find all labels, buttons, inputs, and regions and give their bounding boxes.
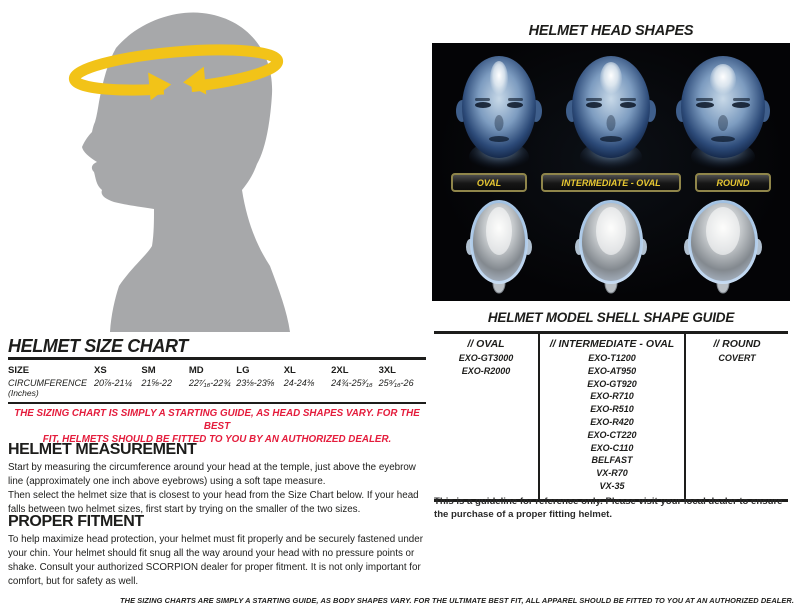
circumference-label-units: (Inches) (8, 388, 39, 398)
size-col-lg: LG (236, 365, 250, 376)
size-col-3xl: 3XL (378, 365, 396, 376)
shell-model: EXO-GT3000 (458, 353, 514, 363)
head-silhouette-icon (46, 6, 350, 332)
shell-model: COVERT (718, 353, 756, 363)
shell-model: EXO-GT920 (587, 378, 637, 389)
head-shapes-title: HELMET HEAD SHAPES (528, 23, 694, 39)
size-value-lg: 23⅛-23⅝ (236, 378, 275, 388)
shell-col-intermediate-header: // INTERMEDIATE - OVAL (549, 338, 675, 350)
shell-model: VX-R70 (596, 468, 628, 479)
label-round: ROUND (695, 173, 771, 192)
measurement-section-title: HELMET MEASUREMENT (8, 441, 197, 458)
size-value-2xl: 24¾-25³⁄₁₆ (331, 378, 373, 388)
head-shapes-panel (432, 43, 790, 301)
label-oval: OVAL (451, 173, 527, 192)
size-chart-table (8, 363, 426, 404)
size-value-md: 22⁷⁄₁₆-22¾ (188, 378, 231, 388)
shell-model: EXO-C110 (590, 442, 634, 453)
size-header-cell: SIZE (8, 365, 30, 376)
size-chart-rule (8, 357, 426, 360)
size-col-xs: XS (94, 365, 107, 376)
label-intermediate-oval: INTERMEDIATE - OVAL (541, 173, 681, 192)
size-chart-title: HELMET SIZE CHART (8, 336, 188, 356)
shell-col-round-header: // ROUND (713, 338, 761, 350)
shell-model: EXO-R510 (590, 404, 634, 415)
topview-oval-icon (466, 200, 532, 293)
shell-model: EXO-R2000 (461, 365, 511, 376)
face-oval-icon (456, 56, 542, 171)
shell-model: EXO-R420 (590, 416, 634, 427)
head-shape-faces-row (432, 47, 790, 171)
shell-col-round (684, 334, 788, 499)
size-chart-header-row (8, 363, 426, 377)
head-shape-topviews-row (432, 195, 790, 299)
face-round-icon (676, 56, 770, 171)
shell-model: EXO-AT950 (587, 365, 637, 376)
sizing-warning-line1: THE SIZING CHART IS SIMPLY A STARTING GUIDE, AS HEAD SHAPES VARY. FOR THE BEST (14, 408, 420, 432)
fitment-section-text: To help maximize head protection, your helmet must fit properly and be securely fastened under your chin. Your helmet should fit snug all the way around your head with no pressure points or shake. Consult your authorized SCORPION dealer for proper fitment. It is not only important for comfort, but for safety as well. (8, 534, 423, 587)
topview-round-icon (684, 200, 762, 293)
shell-model: BELFAST (591, 455, 633, 466)
size-value-xs: 20⅞-21¼ (94, 378, 133, 388)
measurement-section-text (8, 461, 432, 517)
shell-col-intermediate (538, 334, 684, 499)
circumference-label (8, 378, 94, 398)
fitment-section-title: PROPER FITMENT (8, 513, 144, 530)
sizing-warning-line2: FIT, HELMETS SHOULD BE FITTED TO YOU BY AN AUTHORIZED DEALER. (42, 434, 392, 445)
head-shape-labels-row (432, 170, 790, 194)
shell-col-oval-header: // OVAL (467, 338, 505, 350)
size-value-xl: 24-24⅜ (283, 378, 315, 388)
size-value-sm: 21⅝-22 (141, 378, 172, 388)
shell-guide-table (434, 331, 788, 502)
shell-guide-title: HELMET MODEL SHELL SHAPE GUIDE (487, 310, 735, 325)
topview-intermediate-oval-icon (575, 200, 647, 293)
shell-model: VX-35 (599, 480, 625, 491)
measurement-para2: Then select the helmet size that is closest to your head from the Size Chart below. If your head falls between two helmet sizes, first start by trying on the smaller of the two sizes. (8, 490, 419, 515)
size-chart-values-row (8, 377, 426, 404)
shell-model: EXO-T1200 (588, 353, 636, 363)
circumference-label-main: CIRCUMFERENCE (8, 378, 88, 388)
size-col-sm: SM (141, 365, 156, 376)
size-col-2xl: 2XL (331, 365, 349, 376)
face-intermediate-oval-icon (566, 56, 656, 171)
footer-disclaimer: THE SIZING CHARTS ARE SIMPLY A STARTING GUIDE, AS BODY SHAPES VARY. FOR THE ULTIMATE BEST FIT, ALL APPAREL SHOULD BE FITTED TO YOU AT AN AUTHORIZED DEALER. (120, 596, 794, 605)
shell-model: EXO-CT220 (587, 429, 637, 440)
size-col-md: MD (188, 365, 204, 376)
head-measurement-illustration (46, 6, 350, 332)
measurement-para1: Start by measuring the circumference around your head at the temple, just above the eyebrow line (approximately one inch above eyebrows) using a soft tape measure. (8, 462, 416, 487)
shell-guide-note: This is a guideline for reference only. Please visit your local dealer to ensure the purchase of a proper fitting helmet. (434, 496, 783, 520)
shell-model: EXO-R710 (590, 391, 634, 402)
size-col-xl: XL (283, 365, 296, 376)
size-value-3xl: 25⁹⁄₁₆-26 (378, 378, 414, 388)
shell-col-oval (434, 334, 538, 499)
